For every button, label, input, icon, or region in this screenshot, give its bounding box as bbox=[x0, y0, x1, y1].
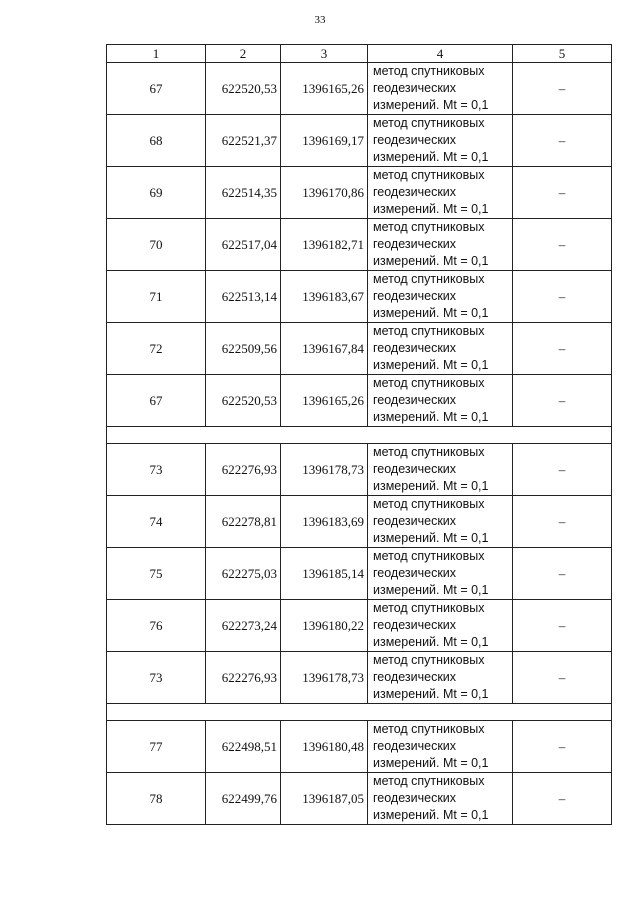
method-line: метод спутниковых bbox=[373, 722, 485, 736]
method-line: измерений. Mt = 0,1 bbox=[373, 583, 489, 597]
method-line: измерений. Mt = 0,1 bbox=[373, 756, 489, 770]
x-coordinate-cell: 622514,35 bbox=[206, 167, 281, 219]
x-coordinate-cell: 622513,14 bbox=[206, 271, 281, 323]
dash-cell: – bbox=[513, 271, 612, 323]
separator-cell bbox=[107, 704, 612, 721]
x-coordinate-cell: 622509,56 bbox=[206, 323, 281, 375]
dash-cell: – bbox=[513, 548, 612, 600]
table-row bbox=[107, 496, 612, 548]
table-row bbox=[107, 323, 612, 375]
table-row bbox=[107, 167, 612, 219]
method-line: измерений. Mt = 0,1 bbox=[373, 150, 489, 164]
method-cell bbox=[368, 652, 513, 704]
method-cell bbox=[368, 496, 513, 548]
table-row bbox=[107, 773, 612, 825]
method-line: геодезических bbox=[373, 341, 457, 355]
column-header: 3 bbox=[281, 45, 368, 63]
method-line: измерений. Mt = 0,1 bbox=[373, 98, 489, 112]
dash-cell: – bbox=[513, 496, 612, 548]
method-line: геодезических bbox=[373, 289, 457, 303]
y-coordinate-cell: 1396187,05 bbox=[281, 773, 368, 825]
table-row bbox=[107, 219, 612, 271]
table-row bbox=[107, 375, 612, 427]
method-line: метод спутниковых bbox=[373, 116, 485, 130]
y-coordinate-cell: 1396183,69 bbox=[281, 496, 368, 548]
method-line: геодезических bbox=[373, 618, 457, 632]
point-number-cell: 71 bbox=[107, 271, 206, 323]
method-line: измерений. Mt = 0,1 bbox=[373, 479, 489, 493]
method-line: геодезических bbox=[373, 81, 457, 95]
method-cell bbox=[368, 444, 513, 496]
y-coordinate-cell: 1396183,67 bbox=[281, 271, 368, 323]
table-row bbox=[107, 721, 612, 773]
dash-cell: – bbox=[513, 323, 612, 375]
method-line: геодезических bbox=[373, 514, 457, 528]
dash-cell: – bbox=[513, 600, 612, 652]
point-number-cell: 72 bbox=[107, 323, 206, 375]
method-line: измерений. Mt = 0,1 bbox=[373, 410, 489, 424]
point-number-cell: 69 bbox=[107, 167, 206, 219]
x-coordinate-cell: 622517,04 bbox=[206, 219, 281, 271]
method-line: измерений. Mt = 0,1 bbox=[373, 306, 489, 320]
page-number: 33 bbox=[314, 14, 326, 26]
y-coordinate-cell: 1396165,26 bbox=[281, 375, 368, 427]
y-coordinate-cell: 1396167,84 bbox=[281, 323, 368, 375]
y-coordinate-cell: 1396178,73 bbox=[281, 652, 368, 704]
method-cell bbox=[368, 219, 513, 271]
y-coordinate-cell: 1396178,73 bbox=[281, 444, 368, 496]
method-line: измерений. Mt = 0,1 bbox=[373, 254, 489, 268]
x-coordinate-cell: 622520,53 bbox=[206, 375, 281, 427]
coordinates-table bbox=[106, 44, 612, 825]
y-coordinate-cell: 1396165,26 bbox=[281, 63, 368, 115]
method-line: метод спутниковых bbox=[373, 324, 485, 338]
method-cell bbox=[368, 271, 513, 323]
x-coordinate-cell: 622273,24 bbox=[206, 600, 281, 652]
method-line: метод спутниковых bbox=[373, 376, 485, 390]
y-coordinate-cell: 1396180,22 bbox=[281, 600, 368, 652]
x-coordinate-cell: 622278,81 bbox=[206, 496, 281, 548]
dash-cell: – bbox=[513, 721, 612, 773]
column-header: 2 bbox=[206, 45, 281, 63]
point-number-cell: 73 bbox=[107, 652, 206, 704]
group-separator-row bbox=[107, 704, 612, 721]
group-separator-row bbox=[107, 427, 612, 444]
x-coordinate-cell: 622276,93 bbox=[206, 652, 281, 704]
method-line: измерений. Mt = 0,1 bbox=[373, 531, 489, 545]
point-number-cell: 70 bbox=[107, 219, 206, 271]
point-number-cell: 76 bbox=[107, 600, 206, 652]
method-line: метод спутниковых bbox=[373, 497, 485, 511]
table-row bbox=[107, 115, 612, 167]
method-line: геодезических bbox=[373, 670, 457, 684]
method-cell bbox=[368, 115, 513, 167]
table-row bbox=[107, 548, 612, 600]
method-line: метод спутниковых bbox=[373, 653, 485, 667]
method-line: геодезических bbox=[373, 133, 457, 147]
x-coordinate-cell: 622520,53 bbox=[206, 63, 281, 115]
point-number-cell: 73 bbox=[107, 444, 206, 496]
dash-cell: – bbox=[513, 115, 612, 167]
method-line: метод спутниковых bbox=[373, 220, 485, 234]
point-number-cell: 68 bbox=[107, 115, 206, 167]
dash-cell: – bbox=[513, 167, 612, 219]
column-header: 4 bbox=[368, 45, 513, 63]
point-number-cell: 67 bbox=[107, 375, 206, 427]
dash-cell: – bbox=[513, 219, 612, 271]
dash-cell: – bbox=[513, 444, 612, 496]
point-number-cell: 75 bbox=[107, 548, 206, 600]
method-cell bbox=[368, 323, 513, 375]
method-line: метод спутниковых bbox=[373, 774, 485, 788]
separator-cell bbox=[107, 427, 612, 444]
point-number-cell: 74 bbox=[107, 496, 206, 548]
method-line: геодезических bbox=[373, 185, 457, 199]
point-number-cell: 78 bbox=[107, 773, 206, 825]
method-cell bbox=[368, 375, 513, 427]
method-line: измерений. Mt = 0,1 bbox=[373, 202, 489, 216]
method-line: метод спутниковых bbox=[373, 168, 485, 182]
method-line: измерений. Mt = 0,1 bbox=[373, 808, 489, 822]
method-cell bbox=[368, 600, 513, 652]
method-cell bbox=[368, 167, 513, 219]
table-row bbox=[107, 271, 612, 323]
x-coordinate-cell: 622276,93 bbox=[206, 444, 281, 496]
y-coordinate-cell: 1396185,14 bbox=[281, 548, 368, 600]
x-coordinate-cell: 622498,51 bbox=[206, 721, 281, 773]
method-cell bbox=[368, 63, 513, 115]
header-row bbox=[107, 45, 612, 63]
dash-cell: – bbox=[513, 63, 612, 115]
y-coordinate-cell: 1396169,17 bbox=[281, 115, 368, 167]
method-line: геодезических bbox=[373, 393, 457, 407]
dash-cell: – bbox=[513, 773, 612, 825]
table-row bbox=[107, 444, 612, 496]
table-row bbox=[107, 600, 612, 652]
method-line: геодезических bbox=[373, 237, 457, 251]
table-row bbox=[107, 63, 612, 115]
table-row bbox=[107, 652, 612, 704]
column-header: 1 bbox=[107, 45, 206, 63]
x-coordinate-cell: 622499,76 bbox=[206, 773, 281, 825]
method-cell bbox=[368, 721, 513, 773]
x-coordinate-cell: 622521,37 bbox=[206, 115, 281, 167]
dash-cell: – bbox=[513, 652, 612, 704]
method-line: метод спутниковых bbox=[373, 64, 485, 78]
method-line: измерений. Mt = 0,1 bbox=[373, 687, 489, 701]
method-line: геодезических bbox=[373, 462, 457, 476]
column-header: 5 bbox=[513, 45, 612, 63]
method-line: метод спутниковых bbox=[373, 272, 485, 286]
dash-cell: – bbox=[513, 375, 612, 427]
method-line: измерений. Mt = 0,1 bbox=[373, 358, 489, 372]
method-cell bbox=[368, 773, 513, 825]
point-number-cell: 77 bbox=[107, 721, 206, 773]
y-coordinate-cell: 1396182,71 bbox=[281, 219, 368, 271]
method-line: геодезических bbox=[373, 566, 457, 580]
x-coordinate-cell: 622275,03 bbox=[206, 548, 281, 600]
method-line: метод спутниковых bbox=[373, 601, 485, 615]
y-coordinate-cell: 1396170,86 bbox=[281, 167, 368, 219]
method-cell bbox=[368, 548, 513, 600]
y-coordinate-cell: 1396180,48 bbox=[281, 721, 368, 773]
method-line: геодезических bbox=[373, 791, 457, 805]
method-line: метод спутниковых bbox=[373, 445, 485, 459]
point-number-cell: 67 bbox=[107, 63, 206, 115]
method-line: измерений. Mt = 0,1 bbox=[373, 635, 489, 649]
method-line: геодезических bbox=[373, 739, 457, 753]
method-line: метод спутниковых bbox=[373, 549, 485, 563]
